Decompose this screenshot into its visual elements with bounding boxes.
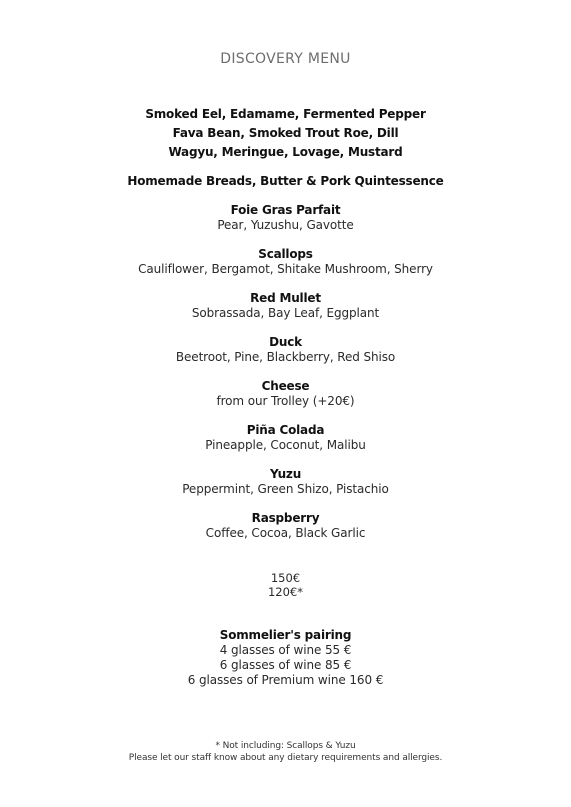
pairing-option: 6 glasses of wine 85 € <box>219 658 352 672</box>
snack-item: Fava Bean, Smoked Trout Roe, Dill <box>172 126 399 140</box>
menu-price: 150€ <box>270 571 301 585</box>
course-name: Duck <box>269 335 302 349</box>
footnote: * Not including: Scallops & Yuzu <box>215 741 356 751</box>
course-name: Piña Colada <box>246 423 325 437</box>
course-description: Peppermint, Green Shizo, Pistachio <box>182 482 389 496</box>
menu-price-reduced: 120€* <box>267 585 304 599</box>
snack-item: Smoked Eel, Edamame, Fermented Pepper <box>145 107 426 121</box>
course-description: from our Trolley (+20€) <box>216 394 355 408</box>
allergy-note: Please let our staff know about any dietary requirements and allergies. <box>128 753 443 763</box>
pairing-heading: Sommelier's pairing <box>219 628 352 642</box>
pairing-option: 4 glasses of wine 55 € <box>219 643 352 657</box>
course-description: Sobrassada, Bay Leaf, Eggplant <box>191 306 380 320</box>
course-description: Pear, Yuzushu, Gavotte <box>217 218 354 232</box>
course-name: Red Mullet <box>250 291 321 305</box>
course-description: Pineapple, Coconut, Malibu <box>205 438 366 452</box>
breads-item: Homemade Breads, Butter & Pork Quintessence <box>127 174 444 188</box>
course-name: Scallops <box>258 247 313 261</box>
course-name: Foie Gras Parfait <box>230 203 341 217</box>
course-description: Beetroot, Pine, Blackberry, Red Shiso <box>175 350 396 364</box>
menu-title: DISCOVERY MENU <box>220 51 351 67</box>
course-description: Coffee, Cocoa, Black Garlic <box>205 526 366 540</box>
course-name: Yuzu <box>269 467 302 481</box>
course-description: Cauliflower, Bergamot, Shitake Mushroom, Sherry <box>138 262 433 276</box>
course-name: Cheese <box>261 379 310 393</box>
course-name: Raspberry <box>251 511 320 525</box>
pairing-option: 6 glasses of Premium wine 160 € <box>187 673 384 687</box>
snack-item: Wagyu, Meringue, Lovage, Mustard <box>168 145 403 159</box>
